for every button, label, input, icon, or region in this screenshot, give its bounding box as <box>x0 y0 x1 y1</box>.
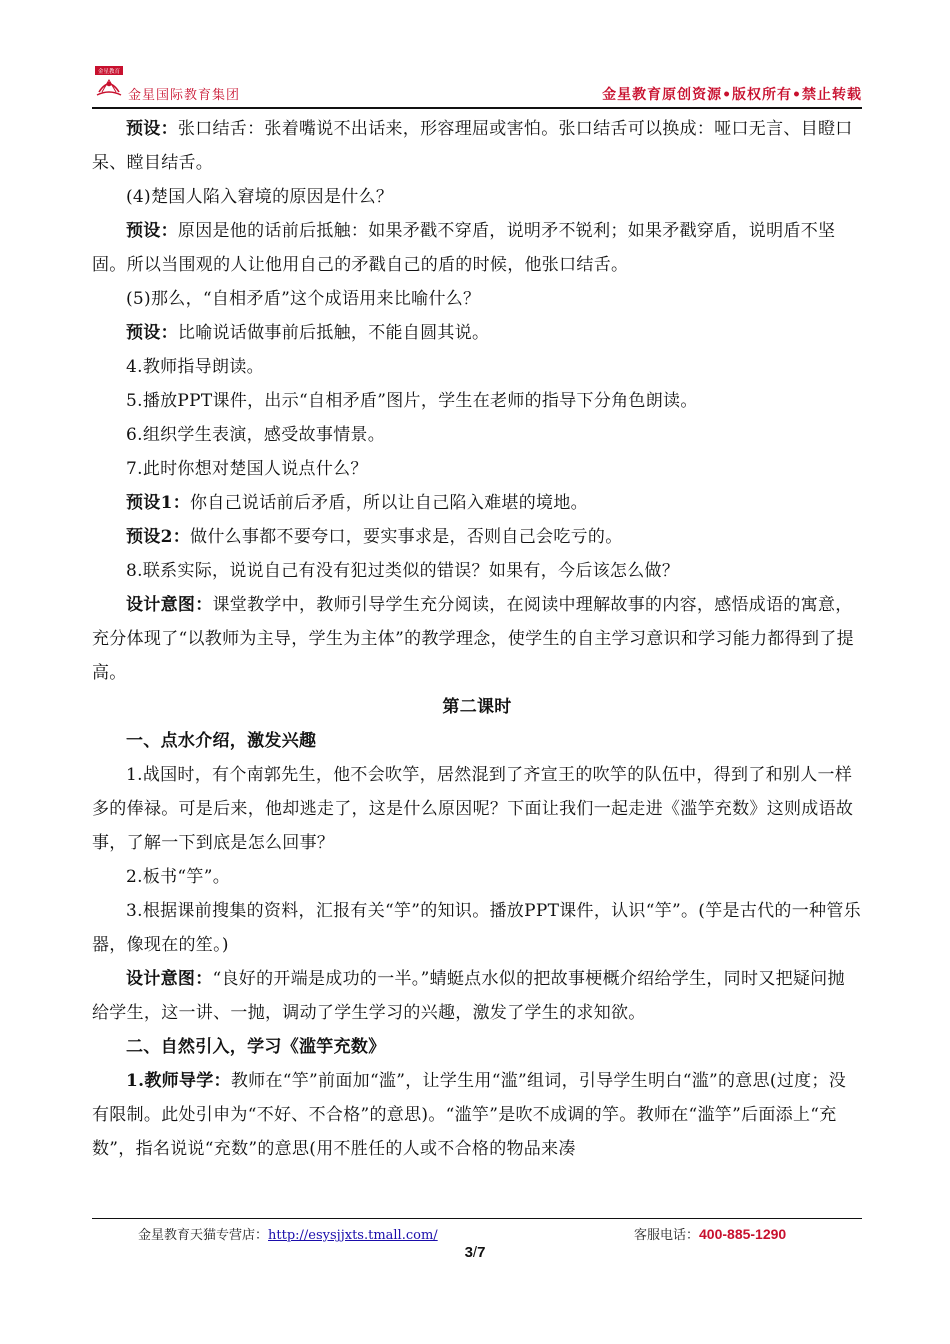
page-header <box>92 62 862 106</box>
paragraph-lead: 设计意图： <box>126 595 213 615</box>
paragraph-text: 做什么事都不要夸口，要实事求是，否则自己会吃亏的。 <box>190 527 623 547</box>
brand-name: 金星国际教育集团 <box>128 88 241 103</box>
page-current: 3 <box>464 1244 473 1261</box>
store-link[interactable]: http://esysjjxts.tmall.com/ <box>268 1228 438 1243</box>
paragraph-text: 2.板书“竽”。 <box>126 867 231 887</box>
section-heading: 一、点水介绍，激发兴趣 <box>126 731 317 751</box>
page-number <box>0 1244 950 1261</box>
section-title: 第二课时 <box>442 697 512 717</box>
paragraph-lead: 1.教师导学： <box>126 1071 231 1091</box>
paragraph <box>92 758 862 860</box>
paragraph <box>92 384 862 418</box>
logo-icon <box>92 64 126 98</box>
document-body <box>92 112 862 1166</box>
paragraph-text: 比喻说话做事前后抵触，不能自圆其说。 <box>177 323 490 343</box>
paragraph-text: 7.此时你想对楚国人说点什么？ <box>126 459 368 479</box>
paragraph <box>92 418 862 452</box>
paragraph-text: 5.播放PPT课件，出示“自相矛盾”图片，学生在老师的指导下分角色朗读。 <box>126 391 698 411</box>
page-separator: / <box>472 1244 478 1261</box>
paragraph-lead: 预设： <box>126 323 178 343</box>
design-intent-paragraph <box>92 962 862 1030</box>
paragraph <box>92 554 862 588</box>
paragraph <box>92 316 862 350</box>
footer-divider <box>92 1218 862 1219</box>
paragraph <box>92 282 862 316</box>
paragraph-text: 6.组织学生表演，感受故事情景。 <box>126 425 386 445</box>
paragraph-lead: 预设1： <box>126 493 191 513</box>
design-intent-paragraph <box>92 588 862 690</box>
paragraph <box>92 894 862 962</box>
logo-text: 金星教育 <box>97 69 121 75</box>
paragraph-lead: 设计意图： <box>126 969 213 989</box>
paragraph <box>92 452 862 486</box>
paragraph-lead: 预设： <box>126 221 178 241</box>
paragraph <box>92 486 862 520</box>
paragraph-text: 4.教师指导朗读。 <box>126 357 264 377</box>
footer-phone <box>634 1224 786 1243</box>
paragraph <box>92 1064 862 1166</box>
paragraph-text: 你自己说话前后矛盾，所以让自己陷入难堪的境地。 <box>190 493 588 513</box>
phone-label: 客服电话： <box>634 1228 700 1243</box>
paragraph-text: 张口结舌：张着嘴说不出话来，形容理屈或害怕。张口结舌可以换成：哑口无言、目瞪口呆、瞠目结舌。 <box>92 119 853 173</box>
paragraph-text: 3.根据课前搜集的资料，汇报有关“竽”的知识。播放PPT课件，认识“竽”。(竽是古代的一种管乐器，像现在的笙。) <box>92 901 861 955</box>
paragraph-text: (5)那么，“自相矛盾”这个成语用来比喻什么？ <box>126 289 481 309</box>
page-total: 7 <box>477 1244 486 1261</box>
paragraph-text: 课堂教学中，教师引导学生充分阅读，在阅读中理解故事的内容，感悟成语的寓意，充分体现了“以教师为主导，学生为主体”的教学理念，使学生的自主学习意识和学习能力都得到了提高。 <box>92 595 854 683</box>
paragraph-lead: 预设： <box>126 119 178 139</box>
phone-number: 400-885-1290 <box>699 1226 787 1242</box>
footer-store <box>138 1224 438 1243</box>
paragraph-text: 8.联系实际，说说自己有没有犯过类似的错误？如果有，今后该怎么做？ <box>126 561 680 581</box>
paragraph <box>92 860 862 894</box>
paragraph-text: 1.战国时，有个南郭先生，他不会吹竽，居然混到了齐宣王的吹竽的队伍中，得到了和别人一样多的俸禄。可是后来，他却逃走了，这是什么原因呢？下面让我们一起走进《滥竽充数》这则成语故事，了解一下到底是怎么回事？ <box>92 765 854 853</box>
header-divider <box>92 107 862 109</box>
copyright-slogan: 金星教育原创资源•版权所有•禁止转载 <box>602 87 862 103</box>
paragraph <box>92 350 862 384</box>
section-heading: 二、自然引入，学习《滥竽充数》 <box>126 1037 386 1057</box>
paragraph-text: “良好的开端是成功的一半。”蜻蜓点水似的把故事梗概介绍给学生，同时又把疑问抛给学生，这一讲、一抛，调动了学生学习的兴趣，激发了学生的求知欲。 <box>92 969 845 1023</box>
paragraph-text: (4)楚国人陷入窘境的原因是什么？ <box>126 187 394 207</box>
paragraph-text: 原因是他的话前后抵触：如果矛戳不穿盾，说明矛不锐利；如果矛戳穿盾，说明盾不坚固。所以当围观的人让他用自己的矛戳自己的盾的时候，他张口结舌。 <box>92 221 836 275</box>
paragraph <box>92 112 862 180</box>
paragraph-lead: 预设2： <box>126 527 191 547</box>
paragraph <box>92 180 862 214</box>
store-label: 金星教育天猫专营店： <box>138 1228 269 1243</box>
paragraph <box>92 214 862 282</box>
paragraph <box>92 520 862 554</box>
paragraph-text: 教师在“竽”前面加“滥”，让学生用“滥”组词，引导学生明白“滥”的意思(过度；没有限制。此处引申为“不好、不合格”的意思)。“滥竽”是吹不成调的竽。教师在“滥竽”后面添上“充数”，指名说说“充数”的意思(用不胜任的人或不合格的物品来凑 <box>92 1071 847 1159</box>
